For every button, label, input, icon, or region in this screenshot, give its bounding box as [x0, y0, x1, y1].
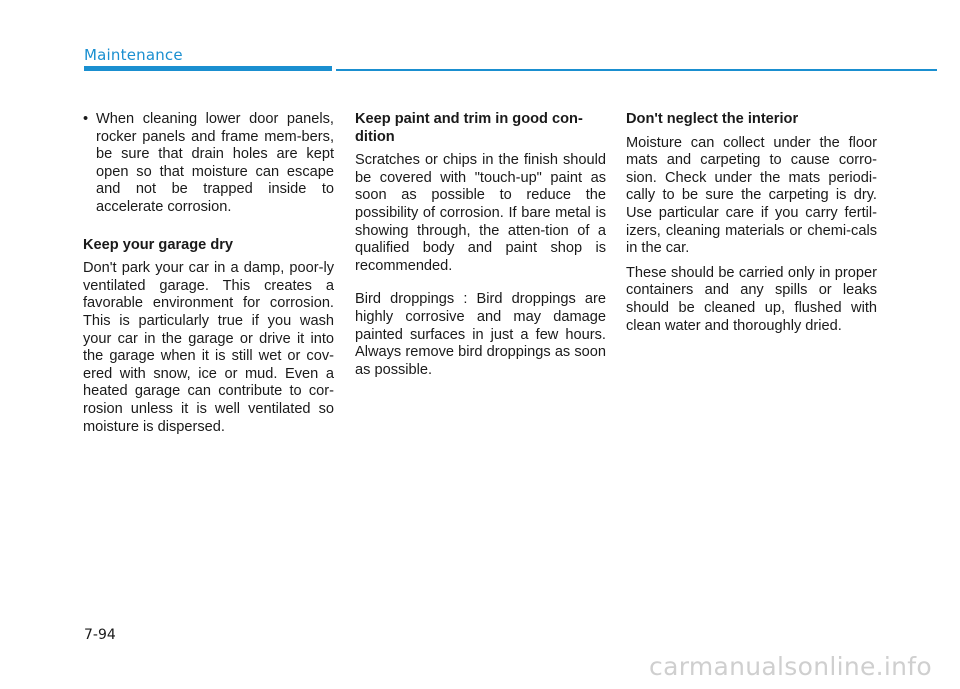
paragraph-moisture: Moisture can collect under the floor mats and carpeting to cause corro-sion. Check under the mats periodi-cally to be sure the carpeting is dry. Use particular care if you carry fertil-izers, cleaning materials or chemi-cals in the car. — [626, 134, 877, 257]
heading-paint-trim: Keep paint and trim in good con-dition — [355, 111, 583, 145]
watermark: carmanualsonline.info — [649, 652, 932, 681]
section-title: Maintenance — [84, 46, 183, 64]
paragraph-garage-dry: Don't park your car in a damp, poor-ly ventilated garage. This creates a favorable environment for corrosion. This is particularly true if you wash your car in the garage or drive it into the garage when it is still wet or cov-ered with snow, ice or mud. Even a heated garage can contribute to cor-rosion unless it is well ventilated so moisture is dispersed. — [83, 260, 334, 435]
heading-interior: Don't neglect the interior — [626, 111, 799, 127]
bullet-text: When cleaning lower door panels, rocker panels and frame mem-bers, be sure that drain holes are kept open so that moisture can escape and not be trapped inside to accelerate corrosion. — [96, 111, 334, 215]
page-number: 7-94 — [84, 627, 116, 643]
heading-garage-dry: Keep your garage dry — [83, 236, 234, 253]
paragraph-bird-droppings: Bird droppings : Bird droppings are highly corrosive and may damage painted surfaces in just a few hours. Always remove bird droppings as soon as possible. — [355, 291, 606, 378]
header-rule-thick — [84, 66, 332, 71]
paragraph-scratches: Scratches or chips in the finish should be covered with "touch-up" paint as soon as possible to reduce the possibility of corrosion. If bare metal is showing through, the atten-tion of a qualified body and paint shop is recommended. — [355, 152, 606, 274]
bullet-dot: • — [83, 111, 89, 127]
column-1 — [83, 111, 334, 436]
column-2 — [355, 111, 606, 379]
bullet-item — [83, 111, 334, 217]
header-rule-thin — [336, 69, 937, 71]
column-3 — [626, 111, 877, 335]
paragraph-containers: These should be carried only in proper containers and any spills or leaks should be cleaned up, flushed with clean water and thoroughly dried. — [626, 264, 877, 334]
